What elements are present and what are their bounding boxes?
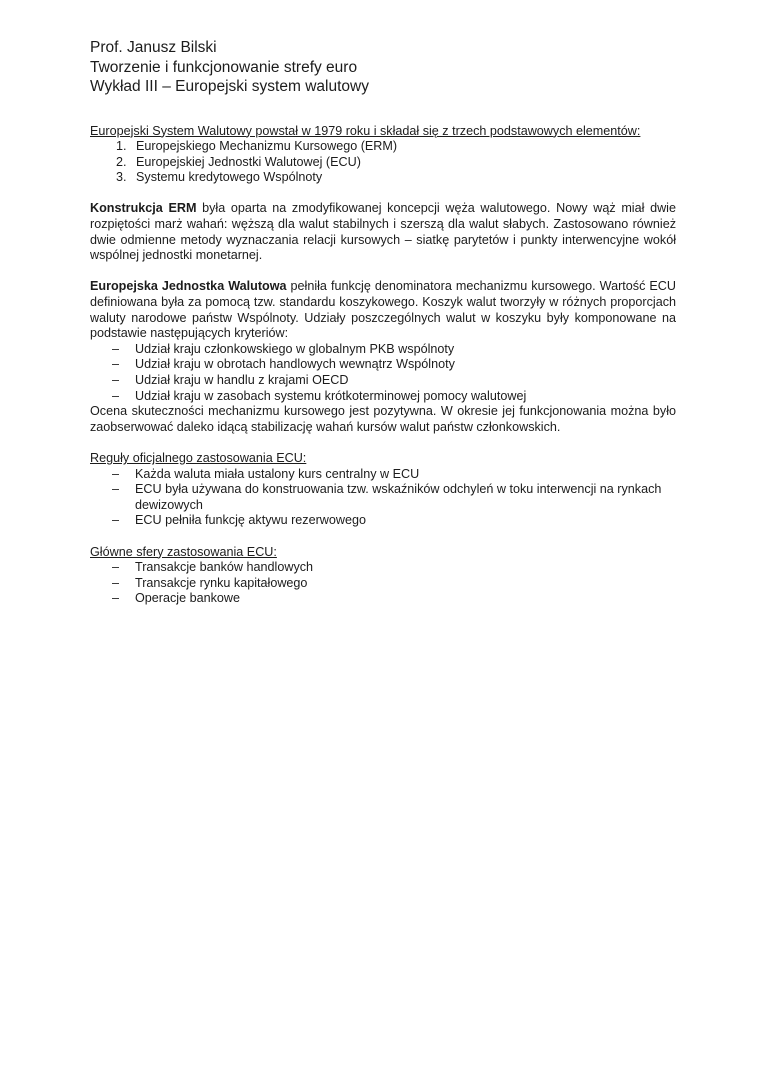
- list-item-text: Transakcje banków handlowych: [135, 560, 314, 575]
- list-item-text: Udział kraju w zasobach systemu krótkoterminowej pomocy walutowej: [135, 388, 527, 403]
- list-item: [90, 576, 676, 592]
- list-item-text: Udział kraju w obrotach handlowych wewnątrz Wspólnoty: [135, 357, 455, 372]
- list-item: [90, 513, 676, 529]
- list-item: [90, 591, 676, 607]
- document-header: [90, 38, 676, 97]
- dash-marker: –: [112, 482, 120, 497]
- section-ecu: [90, 279, 676, 435]
- criteria-list: [90, 342, 676, 404]
- dash-marker: –: [112, 341, 120, 356]
- list-item: [90, 467, 676, 483]
- list-item-text: Europejskiego Mechanizmu Kursowego (ERM): [136, 139, 398, 154]
- dash-marker: –: [112, 373, 120, 387]
- author-line: Prof. Janusz Bilski: [90, 39, 217, 56]
- lecture-title-line: Wykład III – Europejski system walutowy: [90, 78, 369, 95]
- list-item-text: Europejskiej Jednostki Walutowej (ECU): [136, 154, 361, 169]
- spheres-heading: Główne sfery zastosowania ECU:: [90, 544, 277, 559]
- dash-marker: –: [112, 513, 120, 528]
- paragraph-ecu: [90, 279, 676, 341]
- numbered-list: [90, 139, 676, 186]
- list-item-text: Systemu kredytowego Wspólnoty: [136, 170, 323, 185]
- list-item: [90, 155, 676, 171]
- list-item: [90, 373, 676, 389]
- course-title-line: Tworzenie i funkcjonowanie strefy euro: [90, 58, 358, 76]
- ecu-bold-lead: Europejska Jednostka Walutowa: [90, 279, 287, 294]
- document-body: [90, 124, 676, 607]
- dash-marker: –: [112, 591, 120, 606]
- list-item: [90, 560, 676, 576]
- rules-heading: Reguły oficjalnego zastosowania ECU:: [90, 450, 307, 465]
- list-item-text: ECU była używana do konstruowania tzw. wskaźników odchyleń w toku interwencji na rynkach dewizowych: [135, 482, 662, 512]
- list-marker: 3.: [116, 170, 127, 185]
- list-item-text: Operacje bankowe: [135, 591, 241, 606]
- dash-marker: –: [112, 466, 120, 481]
- section-rules: [90, 451, 676, 529]
- dash-marker: –: [112, 357, 120, 372]
- intro-heading: Europejski System Walutowy powstał w 1979 roku i składał się z trzech podstawowych elementów:: [90, 123, 641, 138]
- ecu-paragraph-text: pełniła funkcję denominatora mechanizmu kursowego. Wartość ECU definiowana była za pomocą tzw. standardu koszykowego. Koszyk walut tworzyły w różnych proporcjach waluty narodowe państw Wspólnoty. Udziały poszczególnych walut w koszyku były komponowane na podstawie następujących kryteriów:: [90, 279, 676, 341]
- list-item: [90, 357, 676, 373]
- list-marker: 1.: [116, 139, 127, 154]
- dash-marker: –: [112, 575, 120, 590]
- list-item-text: Każda waluta miała ustalony kurs centralny w ECU: [135, 466, 420, 481]
- dash-marker: –: [112, 560, 120, 575]
- list-item: [90, 389, 676, 405]
- list-item: [90, 482, 676, 513]
- list-item: [90, 139, 676, 155]
- paragraph-erm: [90, 201, 676, 263]
- erm-bold-lead: Konstrukcja ERM: [90, 201, 197, 216]
- rules-list: [90, 467, 676, 529]
- spheres-list: [90, 560, 676, 607]
- paragraph-ecu-conclusion: Ocena skuteczności mechanizmu kursowego jest pozytywna. W okresie jej funkcjonowania można było zaobserwować daleko idącą stabilizację wahań kursów walut państw członkowskich.: [90, 404, 676, 434]
- section-erm: [90, 201, 676, 263]
- list-item-text: Udział kraju członkowskiego w globalnym PKB wspólnoty: [135, 341, 455, 356]
- dash-marker: –: [112, 388, 120, 403]
- list-item: [90, 170, 676, 186]
- list-item: [90, 342, 676, 358]
- list-marker: 2.: [116, 154, 127, 169]
- list-item-text: Transakcje rynku kapitałowego: [135, 575, 308, 590]
- list-item-text: ECU pełniła funkcję aktywu rezerwowego: [135, 513, 366, 528]
- erm-paragraph-text: była oparta na zmodyfikowanej koncepcji węża walutowego. Nowy wąż miał dwie rozpiętości marż wahań: węższą dla walut stabilnych i szerszą dla walut słabych. Zastosowano również dwie odmienne metody wyznaczania relacji kursowych – siatkę parytetów i punkty interwencyjne wokół wspólnej jednostki monetarnej.: [90, 201, 676, 263]
- section-spheres: [90, 545, 676, 607]
- list-item-text: Udział kraju w handlu z krajami OECD: [135, 373, 349, 387]
- section-intro: [90, 124, 676, 186]
